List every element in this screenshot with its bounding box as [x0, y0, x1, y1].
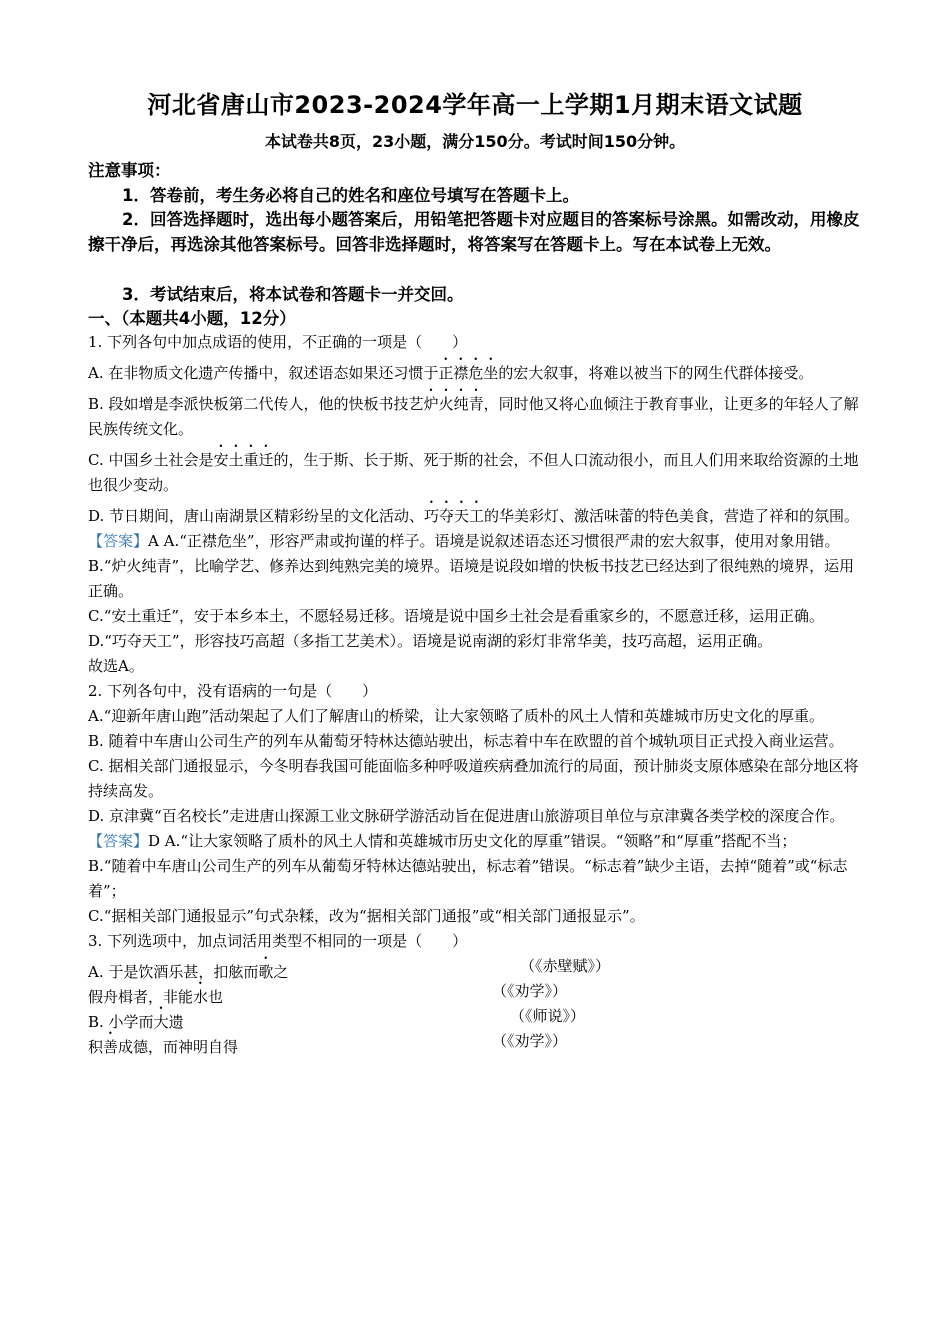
- q2-answer: 【答案】D A.“让大家领略了质朴的风土人情和英雄城市历史文化的厚重”错误。“领略”和“厚重”搭配不当；: [88, 832, 797, 850]
- dotted-word: 善: [103, 1038, 119, 1056]
- q2-option-a: A.“迎新年唐山跑”活动架起了人们了解唐山的桥梁，让大家领略了质朴的风土人情和英雄城市历史文化的厚重。: [88, 707, 824, 725]
- dotted-idiom: 炉火纯青: [423, 395, 484, 413]
- q3-source: （《师说》）: [510, 1007, 586, 1025]
- q3-source: （《赤壁赋》）: [520, 957, 611, 975]
- q3-row-3: B. 小学而大遗 （《师说》）: [88, 1004, 863, 1029]
- q1-conclusion: 故选A。: [88, 657, 144, 675]
- q1-explain-b: B.“炉火纯青”，比喻学艺、修养达到纯熟完美的境界。语境是说段如增的快板书技艺已经达到了很纯熟的境界，运用正确。: [88, 557, 855, 600]
- q2-explain-b: B.“随着中车唐山公司生产的列车从葡萄牙特林达德站驶出，标志着”错误。“标志着”缺少主语，去掉“随着”或“标志着”；: [88, 857, 848, 900]
- answer-tag: 【答案】: [88, 532, 149, 550]
- q1-answer: 【答案】A A.“正襟危坐”，形容严肃或拘谨的样子。语境是说叙述语态还习惯很严肃的宏大叙事，使用对象用错。: [88, 532, 840, 550]
- q1-option-d: D. 节日期间，唐山南湖景区精彩纷呈的文化活动、巧夺天工的华美彩灯、激活味蕾的特色美食，营造了祥和的氛围。: [88, 507, 860, 525]
- answer-tag: 【答案】: [88, 832, 149, 850]
- q3-row-4: 积善成德，而神明自得 （《劝学》）: [88, 1029, 863, 1054]
- notice-item-2: 2．回答选择题时，选出每小题答案后，用铅笔把答题卡对应题目的答案标号涂黑。如需改动，用橡皮擦干净后，再选涂其他答案标号。回答非选择题时，将答案写在答题卡上。写在本试卷上无效。: [88, 210, 860, 254]
- q3-stem: 3. 下列选项中，加点词活用类型不相同的一项是（ ）: [88, 932, 468, 950]
- section-heading: 一、（本题共4小题，12分）: [88, 309, 296, 328]
- q2-stem: 2. 下列各句中，没有语病的一句是（ ）: [88, 682, 378, 700]
- q3-row-1: A. 于是饮酒乐甚，扣舷而歌之 （《赤壁赋》）: [88, 954, 863, 979]
- dotted-idiom: 巧夺天工: [424, 507, 485, 525]
- q3-source: （《劝学》）: [492, 1032, 568, 1050]
- q3-row-2: 假舟楫者，非能水也 （《劝学》）: [88, 979, 863, 1004]
- q1-stem: 1. 下列各句中加点成语的使用，不正确的一项是（ ）: [88, 333, 468, 351]
- notice-item-3: 3．考试结束后，将本试卷和答题卡一并交回。: [122, 285, 464, 304]
- dotted-word: 歌: [258, 963, 274, 981]
- notice-heading: 注意事项：: [88, 161, 171, 180]
- q2-explain-c: C.“据相关部门通报显示”句式杂糅，改为“据相关部门通报”或“相关部门通报显示”。: [88, 907, 645, 925]
- q2-option-c: C. 据相关部门通报显示，今冬明春我国可能面临多种呼吸道疾病叠加流行的局面，预计肺炎支原体感染在部分地区将持续高发。: [88, 757, 859, 800]
- q2-option-b: B. 随着中车唐山公司生产的列车从葡萄牙特林达德站驶出，标志着中车在欧盟的首个城轨项目正式投入商业运营。: [88, 732, 844, 750]
- exam-title: 河北省唐山市2023-2024学年高一上学期1月期末语文试题: [147, 91, 803, 119]
- q3-source: （《劝学》）: [492, 982, 568, 1000]
- dotted-word: 大: [153, 1013, 169, 1031]
- q1-explain-d: D.“巧夺天工”，形容技巧高超（多指工艺美术）。语境是说南湖的彩灯非常华美，技巧高超，运用正确。: [88, 632, 773, 650]
- dotted-idiom: 安土重迁: [213, 451, 274, 469]
- dotted-idiom: 正襟危坐: [438, 364, 499, 382]
- q1-option-c: C. 中国乡土社会是安土重迁的，生于斯、长于斯、死于斯的社会，不但人口流动很小，而且人们用来取给资源的土地也很少变动。: [88, 451, 859, 494]
- question-body: [88, 330, 863, 1054]
- dotted-word: 水: [193, 988, 209, 1006]
- notice-item-1: 1．答卷前，考生务必将自己的姓名和座位号填写在答题卡上。: [122, 186, 579, 205]
- q1-option-b: B. 段如增是李派快板第二代传人，他的快板书技艺炉火纯青，同时他又将心血倾注于教育事业，让更多的年轻人了解民族传统文化。: [88, 395, 859, 438]
- q2-option-d: D. 京津冀“百名校长”走进唐山探源工业文脉研学游活动旨在促进唐山旅游项目单位与京津冀各类学校的深度合作。: [88, 807, 845, 825]
- q1-explain-c: C.“安土重迁”，安于本乡本土，不愿轻易迁移。语境是说中国乡土社会是看重家乡的，不愿意迁移，运用正确。: [88, 607, 825, 625]
- exam-subtitle: 本试卷共8页，23小题，满分150分。考试时间150分钟。: [264, 132, 686, 151]
- q1-option-a: A. 在非物质文化遗产传播中，叙述语态如果还习惯于正襟危坐的宏大叙事，将难以被当下的网生代群体接受。: [88, 364, 814, 382]
